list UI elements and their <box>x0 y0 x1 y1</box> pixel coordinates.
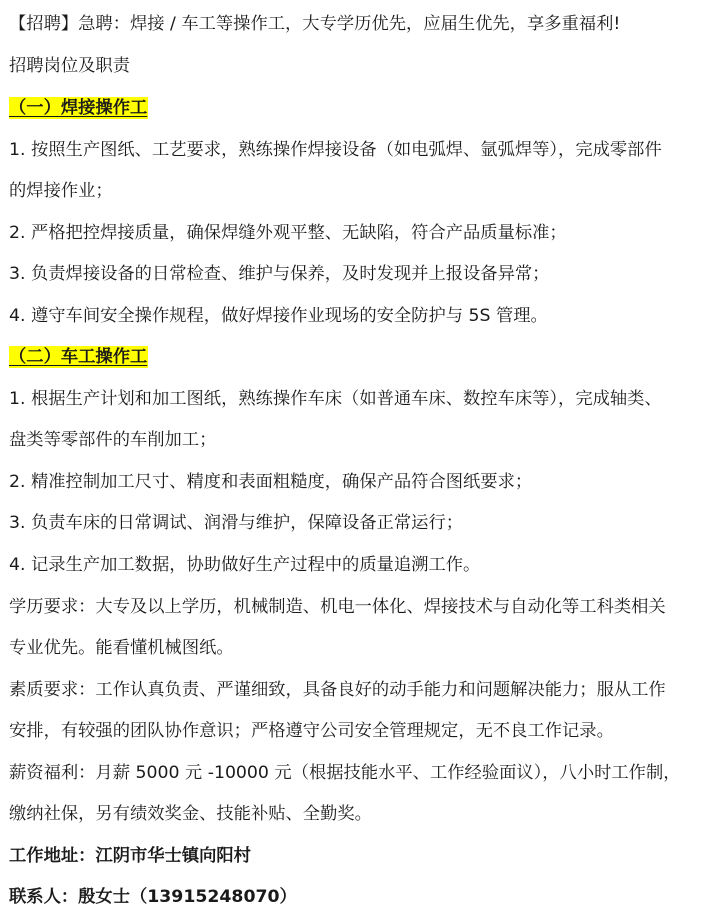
positions-subtitle: 招聘岗位及职责 <box>9 56 130 76</box>
welding-duty-line: 的焊接作业； <box>9 181 113 201</box>
lathe-duty-line: 1. 根据生产计划和加工图纸，熟练操作车床（如普通车床、数控车床等），完成轴类、 <box>9 389 662 409</box>
welding-heading-text: （一）焊接操作工 <box>9 98 148 118</box>
welding-duty-line: 4. 遵守车间安全操作规程，做好焊接作业现场的安全防护与 5S 管理。 <box>9 306 548 326</box>
lathe-duty-line: 3. 负责车床的日常调试、润滑与维护，保障设备正常运行； <box>9 513 464 533</box>
quality-requirement-line: 素质要求：工作认真负责、严谨细致，具备良好的动手能力和问题解决能力；服从工作 <box>9 680 666 700</box>
welding-duty-line: 1. 按照生产图纸、工艺要求，熟练操作焊接设备（如电弧焊、氩弧焊等），完成零部件 <box>9 140 662 160</box>
lathe-section-heading <box>9 346 717 368</box>
lathe-duty-line: 4. 记录生产加工数据，协助做好生产过程中的质量追溯工作。 <box>9 555 481 575</box>
education-requirement-line: 专业优先。能看懂机械图纸。 <box>9 638 234 658</box>
posting-title: 【招聘】急聘：焊接 / 车工等操作工，大专学历优先，应届生优先，享多重福利! <box>9 14 621 34</box>
salary-benefits-line: 缴纳社保，另有绩效奖金、技能补贴、全勤奖。 <box>9 804 372 824</box>
contact-person: 联系人：殷女士（13915248070） <box>9 887 297 907</box>
lathe-duty-line: 盘类等零部件的车削加工； <box>9 430 217 450</box>
lathe-heading-text: （二）车工操作工 <box>9 347 148 367</box>
quality-requirement-line: 安排，有较强的团队协作意识；严格遵守公司安全管理规定，无不良工作记录。 <box>9 721 614 741</box>
lathe-duty-line: 2. 精准控制加工尺寸、精度和表面粗糙度，确保产品符合图纸要求； <box>9 472 533 492</box>
welding-duty-line: 2. 严格把控焊接质量，确保焊缝外观平整、无缺陷，符合产品质量标准； <box>9 223 567 243</box>
salary-benefits-line: 薪资福利：月薪 5000 元 -10000 元（根据技能水平、工作经验面议），八小时工作制， <box>9 763 681 783</box>
education-requirement-line: 学历要求：大专及以上学历，机械制造、机电一体化、焊接技术与自动化等工科类相关 <box>9 597 666 617</box>
welding-section-heading <box>9 97 717 119</box>
welding-duty-line: 3. 负责焊接设备的日常检查、维护与保养，及时发现并上报设备异常； <box>9 264 550 284</box>
work-address: 工作地址：江阴市华士镇向阳村 <box>9 846 251 866</box>
